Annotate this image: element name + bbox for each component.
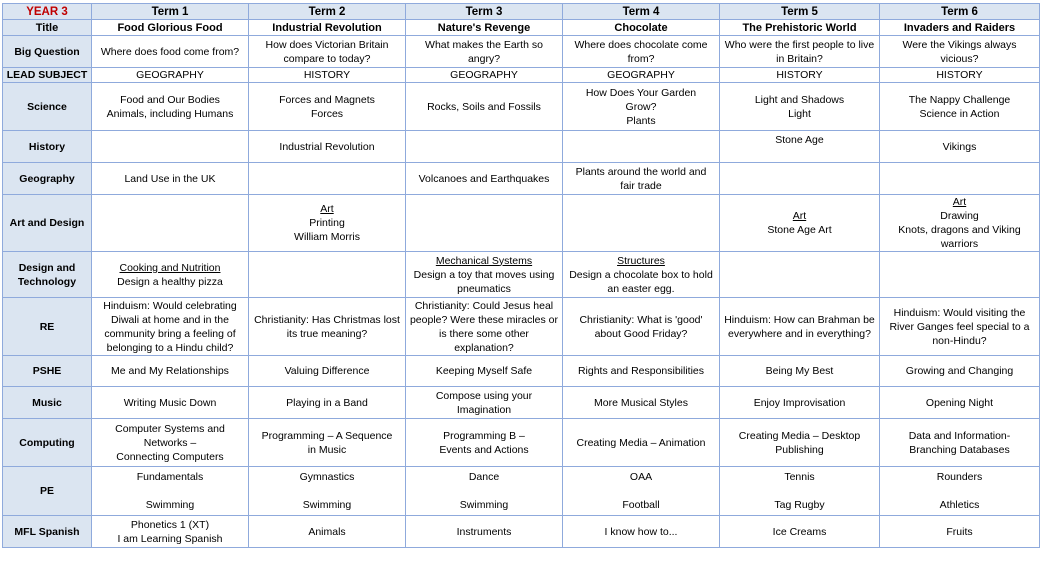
cell-heading: Art xyxy=(792,210,807,222)
dt-cell xyxy=(406,252,563,298)
history-cell: Vikings xyxy=(880,131,1040,163)
cell-line: Forces xyxy=(310,107,344,120)
cell-line: Events and Actions xyxy=(439,443,529,456)
re-cell: Christianity: Could Jesus heal people? Were these miracles or is there some other explanation? xyxy=(406,298,563,356)
curriculum-table xyxy=(2,3,1040,548)
term-5-header: Term 5 xyxy=(720,4,880,20)
geography-cell xyxy=(249,163,406,195)
geography-cell: Land Use in the UK xyxy=(92,163,249,195)
science-cell xyxy=(249,83,406,131)
cell-line: William Morris xyxy=(294,231,360,243)
cell-line: Light and Shadows xyxy=(754,93,845,106)
art-cell xyxy=(92,195,249,252)
row-label-geography: Geography xyxy=(3,163,92,195)
computing-cell: Creating Media – Animation xyxy=(563,419,720,467)
pe-cell xyxy=(406,467,563,516)
pe-cell xyxy=(720,467,880,516)
big-question-row xyxy=(3,36,1040,68)
computing-cell: Creating Media – Desktop Publishing xyxy=(720,419,880,467)
cell-heading: Art xyxy=(320,203,334,215)
art-cell xyxy=(880,195,1040,252)
cell-heading: Mechanical Systems xyxy=(435,254,533,267)
music-cell: Opening Night xyxy=(880,387,1040,419)
geography-cell: Volcanoes and Earthquakes xyxy=(406,163,563,195)
art-cell xyxy=(249,195,406,252)
pe-cell xyxy=(880,467,1040,516)
title-cell: Food Glorious Food xyxy=(92,20,249,36)
geography-cell xyxy=(720,163,880,195)
mfl-cell xyxy=(92,516,249,548)
re-cell: Hinduism: Would celebrating Diwali at home and in the community bring a feeling of belonging to a Hindu child? xyxy=(92,298,249,356)
row-label-pshe: PSHE xyxy=(3,356,92,387)
cell-line: How Does Your Garden Grow? xyxy=(585,86,697,113)
cell-line: Swimming xyxy=(145,499,195,511)
art-row xyxy=(3,195,1040,252)
history-cell: Stone Age xyxy=(720,131,880,163)
art-cell xyxy=(406,195,563,252)
science-cell xyxy=(720,83,880,131)
big-question-cell: How does Victorian Britain compare to today? xyxy=(249,36,406,68)
art-cell xyxy=(720,195,880,252)
title-row xyxy=(3,20,1040,36)
term-3-header: Term 3 xyxy=(406,4,563,20)
geography-cell xyxy=(880,163,1040,195)
cell-line: Drawing xyxy=(940,210,979,222)
lead-subject-cell: GEOGRAPHY xyxy=(92,68,249,83)
cell-line: I am Learning Spanish xyxy=(117,532,223,545)
cell-line: OAA xyxy=(629,471,653,483)
mfl-cell: Ice Creams xyxy=(720,516,880,548)
title-cell: Chocolate xyxy=(563,20,720,36)
cell-line: Gymnastics xyxy=(299,471,355,483)
history-cell xyxy=(406,131,563,163)
lead-subject-cell: HISTORY xyxy=(880,68,1040,83)
re-cell: Christianity: What is 'good' about Good Friday? xyxy=(563,298,720,356)
cell-line: Plants xyxy=(626,114,656,127)
row-label-history: History xyxy=(3,131,92,163)
mfl-cell: Fruits xyxy=(880,516,1040,548)
dt-row xyxy=(3,252,1040,298)
cell-line: Rounders xyxy=(936,471,983,483)
year-label: YEAR 3 xyxy=(3,4,92,20)
header-row xyxy=(3,4,1040,20)
computing-cell: Data and Information- Branching Databases xyxy=(880,419,1040,467)
pe-row xyxy=(3,467,1040,516)
re-cell: Hinduism: How can Brahman be everywhere and in everything? xyxy=(720,298,880,356)
big-question-cell: What makes the Earth so angry? xyxy=(406,36,563,68)
computing-cell xyxy=(406,419,563,467)
computing-cell: Programming – A Sequence in Music xyxy=(249,419,406,467)
cell-line: Computer Systems and Networks – xyxy=(115,422,225,449)
dt-cell xyxy=(92,252,249,298)
cell-line: Programming B – xyxy=(443,429,525,442)
title-cell: Invaders and Raiders xyxy=(880,20,1040,36)
cell-line: Design a toy that moves using pneumatics xyxy=(413,268,555,295)
music-cell: Compose using your Imagination xyxy=(406,387,563,419)
row-label-art: Art and Design xyxy=(3,195,92,252)
cell-line: Fundamentals xyxy=(136,471,204,483)
dt-cell xyxy=(249,252,406,298)
term-4-header: Term 4 xyxy=(563,4,720,20)
cell-heading: Cooking and Nutrition xyxy=(119,261,221,274)
row-label-mfl: MFL Spanish xyxy=(3,516,92,548)
re-cell: Christianity: Has Christmas lost its true meaning? xyxy=(249,298,406,356)
science-cell xyxy=(880,83,1040,131)
re-row xyxy=(3,298,1040,356)
pshe-cell: Rights and Responsibilities xyxy=(563,356,720,387)
cell-line: Knots, dragons and Viking warriors xyxy=(898,224,1021,250)
pe-cell xyxy=(92,467,249,516)
cell-line: Light xyxy=(788,107,811,120)
row-label-science: Science xyxy=(3,83,92,131)
science-cell xyxy=(92,83,249,131)
cell-line: The Nappy Challenge xyxy=(908,93,1011,106)
row-label-dt: Design and Technology xyxy=(3,252,92,298)
science-row xyxy=(3,83,1040,131)
cell-line: Dance xyxy=(468,471,500,483)
row-label-title: Title xyxy=(3,20,92,36)
title-cell: Nature's Revenge xyxy=(406,20,563,36)
row-label-pe: PE xyxy=(3,467,92,516)
geography-row xyxy=(3,163,1040,195)
history-cell xyxy=(563,131,720,163)
cell-line: Connecting Computers xyxy=(116,450,224,463)
music-cell: Playing in a Band xyxy=(249,387,406,419)
term-6-header: Term 6 xyxy=(880,4,1040,20)
music-row xyxy=(3,387,1040,419)
cell-line: Science in Action xyxy=(919,107,1000,120)
lead-subject-cell: HISTORY xyxy=(720,68,880,83)
computing-cell xyxy=(92,419,249,467)
big-question-cell: Who were the first people to live in Britain? xyxy=(720,36,880,68)
big-question-cell: Where does chocolate come from? xyxy=(563,36,720,68)
cell-line: Phonetics 1 (XT) xyxy=(130,518,210,531)
cell-line: Swimming xyxy=(302,499,352,511)
row-label-re: RE xyxy=(3,298,92,356)
cell-line: Tennis xyxy=(784,471,815,483)
history-cell xyxy=(92,131,249,163)
lead-subject-cell: GEOGRAPHY xyxy=(406,68,563,83)
dt-cell xyxy=(880,252,1040,298)
title-cell: The Prehistoric World xyxy=(720,20,880,36)
music-cell: Enjoy Improvisation xyxy=(720,387,880,419)
pshe-cell: Being My Best xyxy=(720,356,880,387)
mfl-cell: Instruments xyxy=(406,516,563,548)
pshe-cell: Keeping Myself Safe xyxy=(406,356,563,387)
computing-row xyxy=(3,419,1040,467)
cell-line: Animals, including Humans xyxy=(106,107,234,120)
big-question-cell: Where does food come from? xyxy=(92,36,249,68)
mfl-cell: Animals xyxy=(249,516,406,548)
title-cell: Industrial Revolution xyxy=(249,20,406,36)
cell-line: Swimming xyxy=(459,499,509,511)
cell-line: Stone Age Art xyxy=(767,224,832,236)
cell-line: Tag Rugby xyxy=(774,499,825,511)
mfl-row xyxy=(3,516,1040,548)
cell-line: Design a chocolate box to hold an easter egg. xyxy=(569,268,713,295)
pshe-cell: Me and My Relationships xyxy=(92,356,249,387)
row-label-music: Music xyxy=(3,387,92,419)
re-cell: Hinduism: Would visiting the River Ganges feel special to a non-Hindu? xyxy=(880,298,1040,356)
dt-cell xyxy=(720,252,880,298)
dt-cell xyxy=(563,252,720,298)
lead-subject-cell: GEOGRAPHY xyxy=(563,68,720,83)
geography-cell: Plants around the world and fair trade xyxy=(563,163,720,195)
lead-subject-row xyxy=(3,68,1040,83)
cell-line: Food and Our Bodies xyxy=(120,93,220,106)
cell-line: Printing xyxy=(309,217,345,229)
lead-subject-cell: HISTORY xyxy=(249,68,406,83)
pe-cell xyxy=(249,467,406,516)
cell-line: Design a healthy pizza xyxy=(117,275,223,288)
big-question-cell: Were the Vikings always vicious? xyxy=(880,36,1040,68)
cell-heading: Structures xyxy=(617,254,665,267)
music-cell: Writing Music Down xyxy=(92,387,249,419)
term-1-header: Term 1 xyxy=(92,4,249,20)
pshe-cell: Growing and Changing xyxy=(880,356,1040,387)
science-cell xyxy=(563,83,720,131)
term-2-header: Term 2 xyxy=(249,4,406,20)
cell-line: Football xyxy=(622,499,660,511)
cell-line: Athletics xyxy=(939,499,980,511)
pe-cell xyxy=(563,467,720,516)
science-cell: Rocks, Soils and Fossils xyxy=(406,83,563,131)
music-cell: More Musical Styles xyxy=(563,387,720,419)
history-row xyxy=(3,131,1040,163)
row-label-lead-subject: LEAD SUBJECT xyxy=(3,68,92,83)
cell-heading: Art xyxy=(952,196,967,208)
mfl-cell: I know how to... xyxy=(563,516,720,548)
history-cell: Industrial Revolution xyxy=(249,131,406,163)
pshe-cell: Valuing Difference xyxy=(249,356,406,387)
pshe-row xyxy=(3,356,1040,387)
cell-line: Forces and Magnets xyxy=(279,93,375,106)
art-cell xyxy=(563,195,720,252)
row-label-big-question: Big Question xyxy=(3,36,92,68)
row-label-computing: Computing xyxy=(3,419,92,467)
